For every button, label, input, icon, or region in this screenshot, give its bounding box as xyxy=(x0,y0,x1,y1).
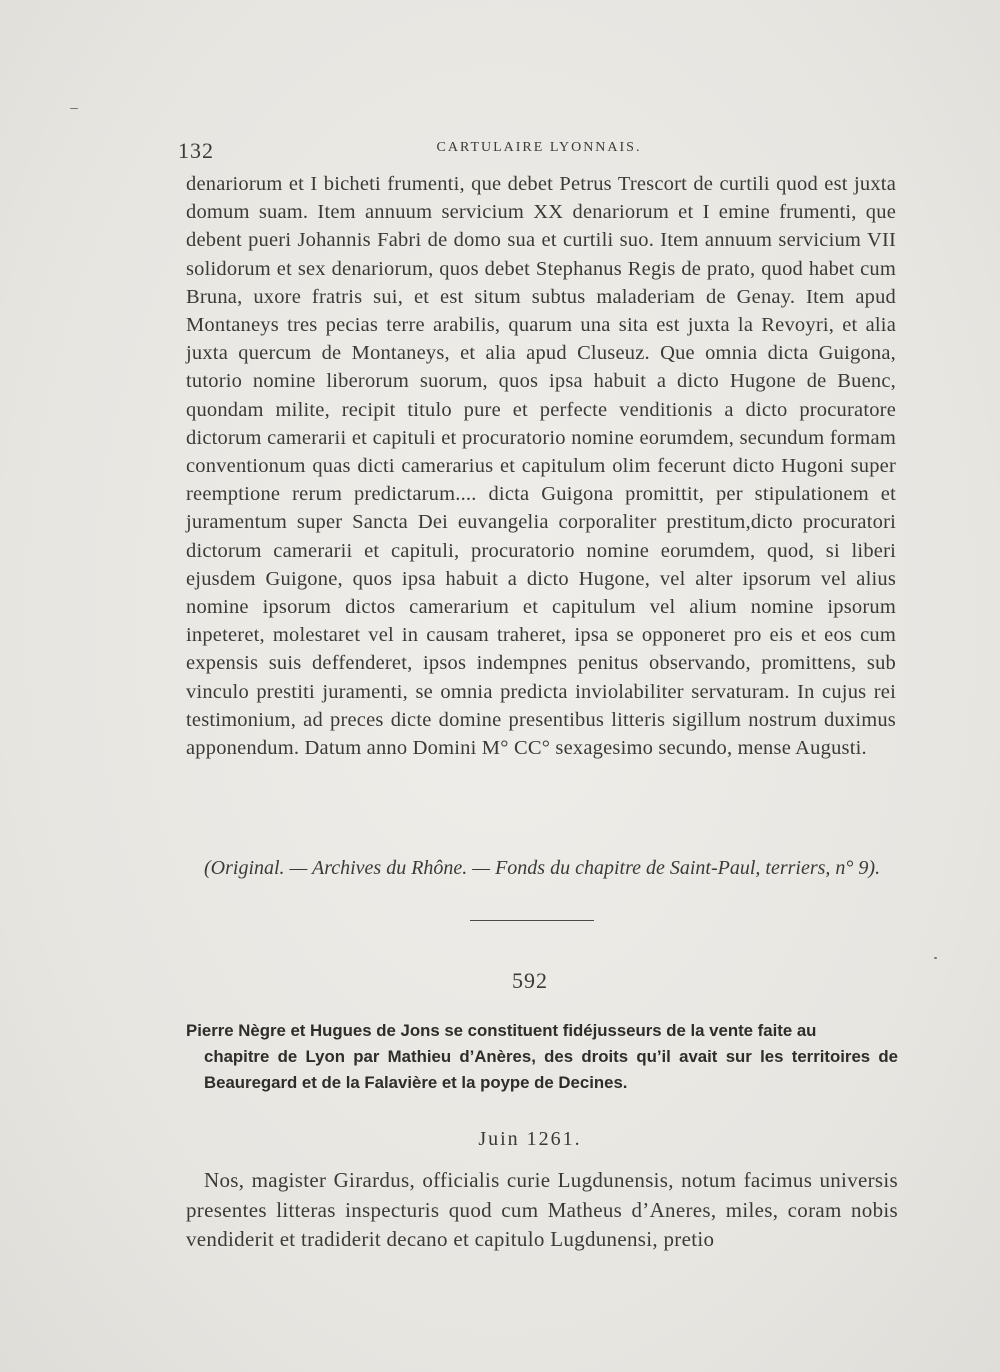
summary-continuation: chapitre de Lyon par Mathieu d’Anères, des droits qu’il avait sur les territoires de Beauregard et de la Falavière et la poype de Decines. xyxy=(204,1047,898,1092)
page-number: 132 xyxy=(178,138,214,163)
document-opening-text: Nos, magister Girardus, officialis curie Lugdunensis, notum facimus universis presentes litteras inspecturis quod cum Matheus d’Aneres, miles, coram nobis vendiderit et tradiderit decano et capitulo Lugdunensi, pretio xyxy=(186,1168,898,1251)
document-number: 592 xyxy=(512,968,548,993)
source-note: (Original. — Archives du Rhône. — Fonds du chapitre de Saint-Paul, terriers, n° 9). xyxy=(204,857,881,879)
paper-speck xyxy=(70,108,78,109)
paper-speck xyxy=(934,957,937,959)
main-paragraph: denariorum et I bicheti frumenti, que debet Petrus Trescort de curtili quod est juxta domum suam. Item annuum servicium XX denariorum et I emine frumenti, que debent pueri Johannis Fabri de domo sua et curtili suo. Item annuum servicium VII solidorum et sex denariorum, quos debet Stephanus Regis de prato, quod habet cum Bruna, uxore fratris sui, et est situm subtus maladeriam de Genay. Item apud Montaneys tres pecias terre arabilis, quarum una sita est juxta la Revoyri, et alia juxta quercum de Montaneys, et alia apud Cluseuz. Que omnia dicta Guigona, tutorio nomine liberorum suorum, quos ipsa habuit a dicto Hugone de Buenc, quondam milite, recipit titulo pure et perfecte venditionis a dicto procuratore dictorum camerarii et capituli et procuratorio nomine eorumdem, secundum formam conventionum quas dicti camerarius et capitulum olim fecerunt dicto Hugoni super reemptione rerum predictarum.... dicta Guigona promittit, per stipulationem et juramentum super Sancta Dei euvangelia corporaliter prestitum,dicto procuratori dictorum camerarii et capituli, procuratorio nomine eorumdem, quod, si liberi ejusdem Guigone, quos ipsa habuit a dicto Hugone, vel alter ipsorum vel alius nomine ipsorum dictos camerarium et capitulum vel alium nomine ipsorum inpeteret, molestaret vel in causam traheret, ipsa se opponeret pro eis et eos cum expensis suis deffenderet, ipsos indempnes penitus observando, promittens, sub vinculo prestiti juramenti, se omnia predicta inviolabiliter servaturam. In cujus rei testimonium, ad preces dicte domine presentibus litteris sigillum nostrum duximus apponendum. Datum anno Domini M° CC° sexagesimo secundo, mense Augusti. xyxy=(186,173,896,760)
running-title: CARTULAIRE LYONNAIS. xyxy=(436,140,642,155)
document-date: Juin 1261. xyxy=(478,1128,582,1150)
document-summary xyxy=(186,1018,898,1096)
running-head xyxy=(178,136,900,166)
section-divider xyxy=(470,920,594,921)
summary-first-line: Pierre Nègre et Hugues de Jons se constituent fidéjusseurs de la vente faite au xyxy=(186,1021,817,1040)
main-text xyxy=(186,170,896,762)
